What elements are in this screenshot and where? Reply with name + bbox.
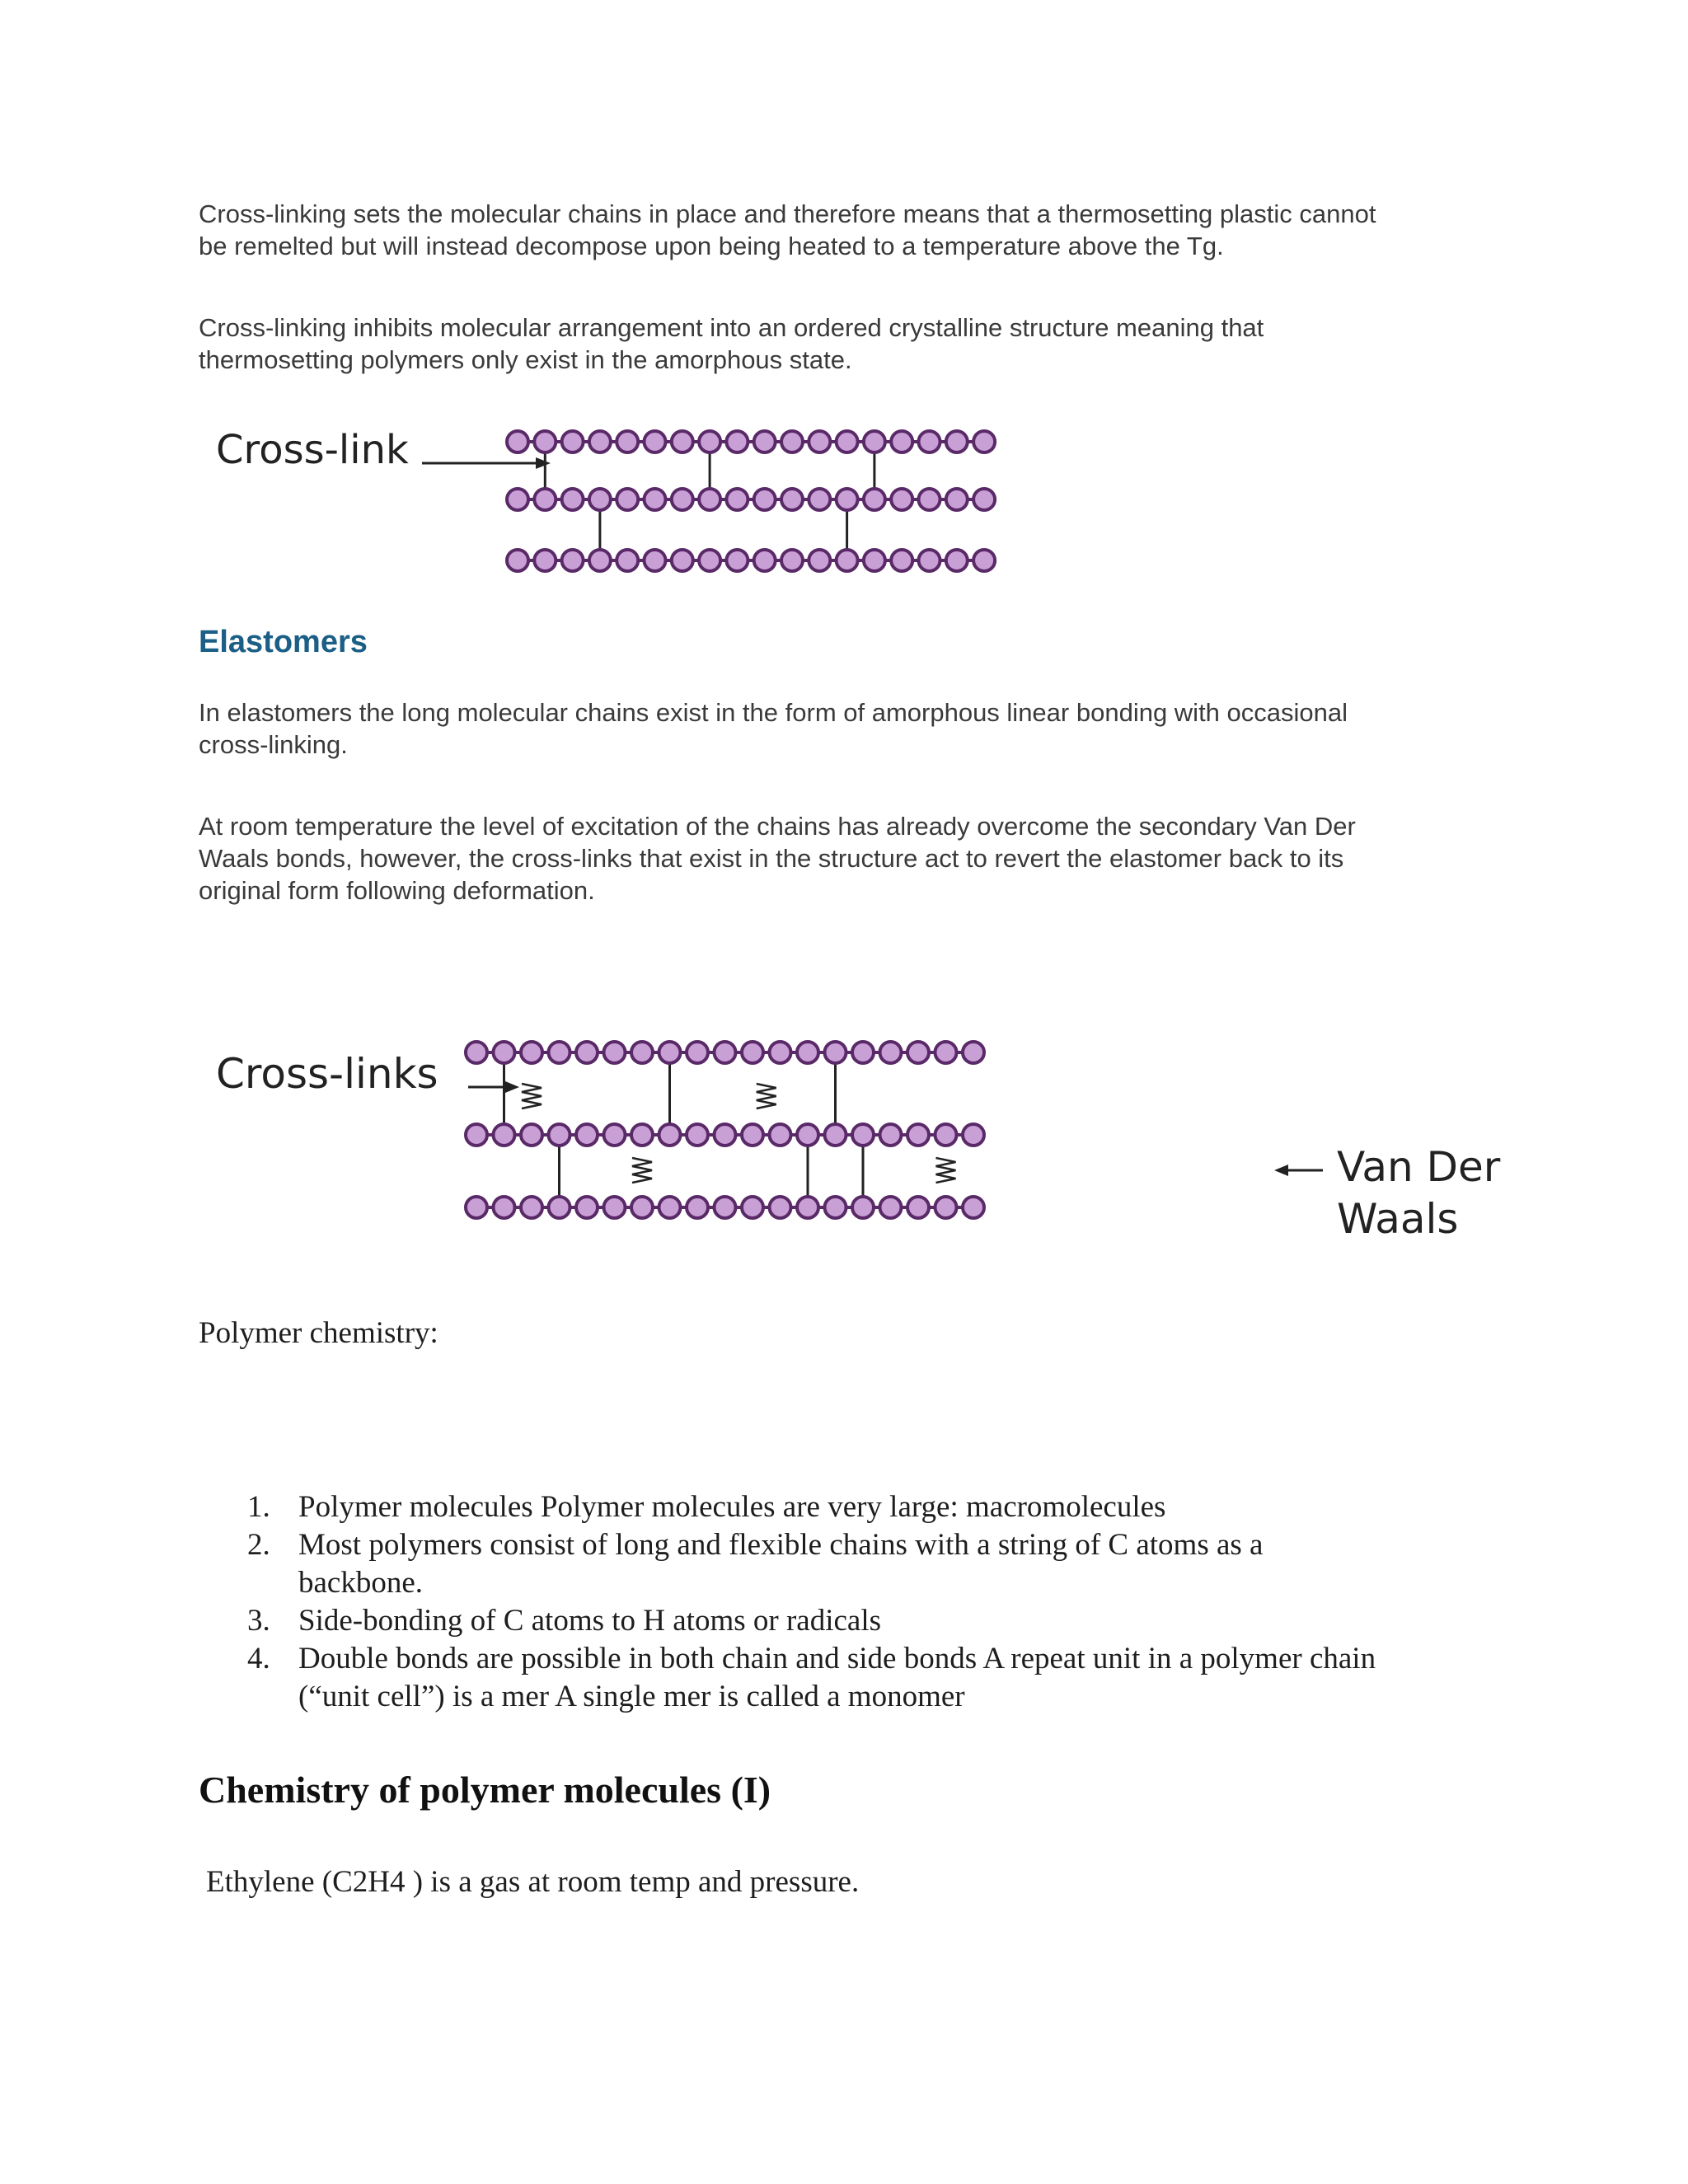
van-der-waals-arrowhead <box>1274 1165 1288 1176</box>
text-line: thermosetting polymers only exist in the amorphous state. <box>199 345 852 374</box>
atom <box>466 1124 487 1146</box>
list-item <box>247 1602 1484 1640</box>
atom <box>754 489 776 510</box>
crosslink-arrowhead <box>536 457 551 469</box>
atom <box>576 1124 598 1146</box>
atom <box>837 550 858 571</box>
crosslink-diagram <box>206 412 1311 585</box>
list-text: Most polymers consist of long and flexible chains with a string of C atoms as a <box>298 1528 1264 1562</box>
atom <box>797 1197 818 1218</box>
van-der-waals-spring <box>632 1158 652 1183</box>
atom <box>534 489 556 510</box>
paragraph-elastomers-room-temp <box>199 810 1484 907</box>
crosslinks-label: Cross-links <box>216 1050 438 1098</box>
atom <box>617 489 638 510</box>
atom <box>946 489 968 510</box>
atom <box>797 1042 818 1063</box>
list-item <box>247 1640 1484 1716</box>
atom <box>973 550 995 571</box>
atom <box>687 1197 708 1218</box>
list-number: 3. <box>247 1604 270 1638</box>
atom <box>907 1124 929 1146</box>
van-der-waals-label-line1: Van Der <box>1337 1143 1501 1191</box>
atom <box>507 550 528 571</box>
atom <box>576 1042 598 1063</box>
atom <box>973 489 995 510</box>
atom <box>880 1197 902 1218</box>
atom <box>631 1124 653 1146</box>
atom <box>770 1124 791 1146</box>
atom <box>742 1197 763 1218</box>
atom <box>521 1042 542 1063</box>
paragraph-crosslinking-amorphous <box>199 312 1484 376</box>
atom <box>549 1042 570 1063</box>
atom <box>604 1124 626 1146</box>
atom <box>715 1042 736 1063</box>
text-line: Waals bonds, however, the cross-links that exist in the structure act to revert the elastomer back to its <box>199 844 1344 873</box>
atom <box>534 550 556 571</box>
atom <box>852 1124 874 1146</box>
atom <box>726 489 748 510</box>
atom <box>754 431 776 452</box>
atom <box>935 1042 957 1063</box>
chemistry-heading: Chemistry of polymer molecules (I) <box>199 1769 771 1811</box>
list-number: 4. <box>247 1642 270 1675</box>
atom <box>935 1197 957 1218</box>
atom <box>715 1124 736 1146</box>
atom <box>617 550 638 571</box>
atom <box>604 1197 626 1218</box>
atom <box>589 431 611 452</box>
atom <box>973 431 995 452</box>
atom <box>754 550 776 571</box>
atom <box>726 550 748 571</box>
atom <box>631 1197 653 1218</box>
atom <box>617 431 638 452</box>
atom <box>852 1197 874 1218</box>
atom <box>907 1042 929 1063</box>
atom <box>672 489 693 510</box>
atom <box>825 1197 846 1218</box>
atom <box>521 1197 542 1218</box>
text-line: Cross-linking sets the molecular chains in place and therefore means that a thermosetting plastic cannot <box>199 199 1376 228</box>
atom <box>825 1124 846 1146</box>
van-der-waals-spring <box>522 1084 542 1108</box>
atom <box>825 1042 846 1063</box>
text-line: be remelted but will instead decompose upon being heated to a temperature above the Tg. <box>199 232 1224 260</box>
text-line: Cross-linking inhibits molecular arrangement into an ordered crystalline structure meaning that <box>199 313 1264 342</box>
atom <box>672 431 693 452</box>
atom <box>809 550 830 571</box>
atom <box>534 431 556 452</box>
atom <box>549 1124 570 1146</box>
atom <box>507 431 528 452</box>
atom <box>466 1197 487 1218</box>
atom <box>562 550 584 571</box>
atom <box>494 1197 515 1218</box>
atom <box>891 550 912 571</box>
atom <box>946 550 968 571</box>
atom <box>645 489 666 510</box>
paragraph-elastomers-intro <box>199 696 1484 761</box>
list-text: Polymer molecules Polymer molecules are very large: macromolecules <box>298 1490 1166 1524</box>
atom <box>589 489 611 510</box>
atom <box>466 1042 487 1063</box>
list-text: Double bonds are possible in both chain and side bonds A repeat unit in a polymer chain <box>298 1642 1376 1675</box>
polymer-chemistry-title: Polymer chemistry: <box>199 1316 438 1350</box>
crosslink-diagram-svg <box>206 412 1311 585</box>
atom <box>715 1197 736 1218</box>
atom <box>891 431 912 452</box>
atom <box>781 489 803 510</box>
atom <box>576 1197 598 1218</box>
text-line: At room temperature the level of excitation of the chains has already overcome the secondary Van Der <box>199 812 1356 841</box>
ethylene-sentence: Ethylene (C2H4 ) is a gas at room temp and pressure. <box>206 1865 860 1899</box>
atom <box>770 1197 791 1218</box>
atom <box>963 1042 984 1063</box>
text-line: cross-linking. <box>199 730 348 759</box>
atom <box>770 1042 791 1063</box>
atom <box>935 1124 957 1146</box>
atom <box>521 1124 542 1146</box>
atom <box>880 1124 902 1146</box>
atom <box>880 1042 902 1063</box>
polymer-chemistry-list <box>247 1488 1484 1716</box>
atom <box>852 1042 874 1063</box>
atom <box>742 1042 763 1063</box>
atom <box>562 431 584 452</box>
atom <box>837 489 858 510</box>
atom <box>963 1197 984 1218</box>
atom <box>562 489 584 510</box>
atom <box>687 1042 708 1063</box>
atom <box>589 550 611 571</box>
text-line: In elastomers the long molecular chains exist in the form of amorphous linear bonding with occasional <box>199 698 1348 727</box>
atom <box>659 1042 681 1063</box>
paragraph-crosslinking-remelt <box>199 198 1484 262</box>
van-der-waals-spring <box>757 1084 776 1108</box>
elastomers-heading: Elastomers <box>199 625 368 659</box>
atom <box>494 1124 515 1146</box>
list-item <box>247 1526 1484 1602</box>
atom <box>781 431 803 452</box>
list-text: (“unit cell”) is a mer A single mer is called a monomer <box>298 1680 965 1713</box>
atom <box>797 1124 818 1146</box>
atom <box>699 431 720 452</box>
atom <box>631 1042 653 1063</box>
atom <box>919 489 940 510</box>
atom <box>549 1197 570 1218</box>
text-line: original form following deformation. <box>199 876 595 905</box>
atom <box>837 431 858 452</box>
atom <box>809 489 830 510</box>
van-der-waals-label-line2: Waals <box>1337 1195 1459 1243</box>
atom <box>963 1124 984 1146</box>
atom <box>919 431 940 452</box>
crosslink-label: Cross-link <box>216 427 409 473</box>
atom <box>699 550 720 571</box>
atom <box>919 550 940 571</box>
atom <box>687 1124 708 1146</box>
crosslinks-arrowhead <box>505 1081 519 1093</box>
van-der-waals-spring <box>936 1158 956 1183</box>
atom <box>659 1124 681 1146</box>
atom <box>864 431 885 452</box>
atom <box>907 1197 929 1218</box>
list-number: 1. <box>247 1490 270 1524</box>
atom <box>645 550 666 571</box>
atom <box>726 431 748 452</box>
list-text: backbone. <box>298 1566 424 1600</box>
elastomer-diagram-svg <box>206 1026 1525 1261</box>
atom <box>507 489 528 510</box>
atom <box>645 431 666 452</box>
atom <box>809 431 830 452</box>
elastomer-diagram <box>206 1026 1525 1261</box>
atom <box>864 550 885 571</box>
list-number: 2. <box>247 1528 270 1562</box>
atom <box>781 550 803 571</box>
atom <box>494 1042 515 1063</box>
atom <box>659 1197 681 1218</box>
list-item <box>247 1488 1484 1526</box>
atom <box>891 489 912 510</box>
atom <box>864 489 885 510</box>
atom <box>742 1124 763 1146</box>
atom <box>672 550 693 571</box>
atom <box>946 431 968 452</box>
atom <box>604 1042 626 1063</box>
atom <box>699 489 720 510</box>
list-text: Side-bonding of C atoms to H atoms or radicals <box>298 1604 882 1638</box>
